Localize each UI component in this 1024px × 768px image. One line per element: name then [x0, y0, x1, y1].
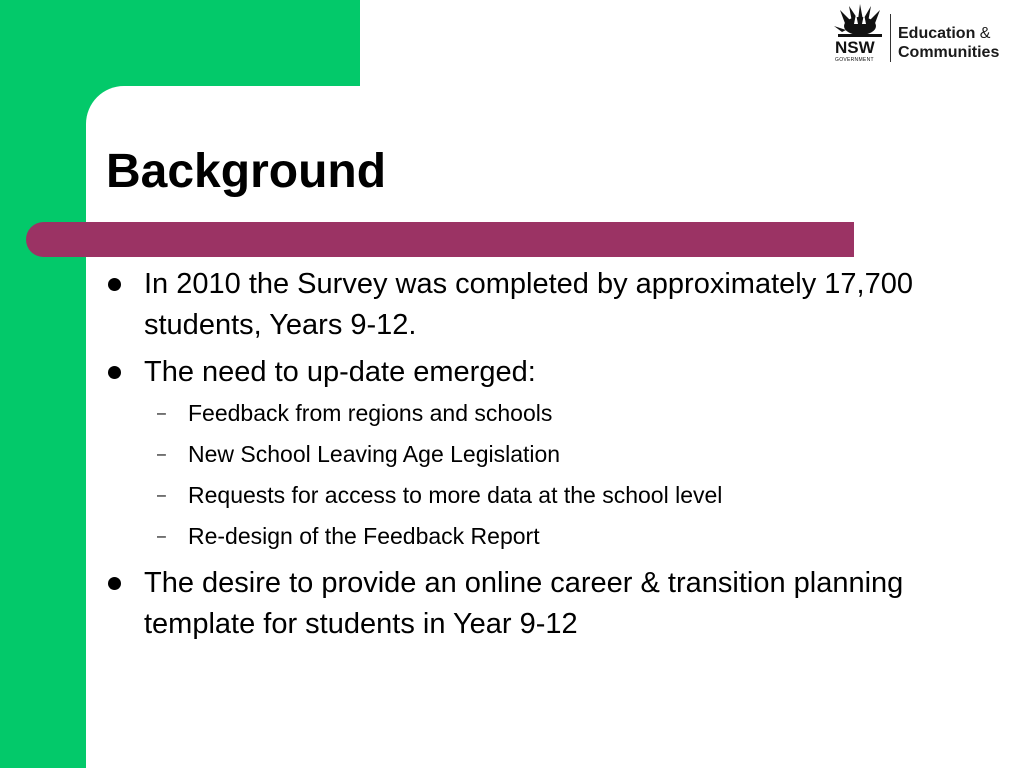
- bullet-item: [104, 563, 984, 645]
- dash-icon: –: [157, 446, 166, 463]
- sub-bullet-item: [104, 434, 984, 475]
- government-label: GOVERNMENT: [835, 57, 874, 63]
- slide-content: [104, 264, 984, 645]
- dash-icon: –: [157, 487, 166, 504]
- title-accent-bar: [26, 222, 854, 257]
- sub-bullet-text: Re-design of the Feedback Report: [188, 523, 540, 549]
- dash-icon: –: [157, 528, 166, 545]
- logo-divider: [890, 14, 891, 62]
- logo-communities-text: Communities: [898, 44, 1000, 61]
- bullet-text: The desire to provide an online career & transition planning template for students in Year 9-12: [144, 567, 904, 640]
- nsw-wordmark: NSW: [835, 38, 875, 57]
- bullet-dot-icon: [108, 577, 121, 590]
- logo-education-line: [898, 25, 990, 43]
- bullet-item: [104, 264, 984, 346]
- logo-ampersand: &: [979, 25, 991, 42]
- sub-bullet-item: [104, 475, 984, 516]
- waratah-icon: [832, 4, 888, 42]
- logo-education-text: Education: [898, 25, 976, 42]
- nsw-education-logo: [832, 4, 1024, 66]
- bullet-text: In 2010 the Survey was completed by approximately 17,700 students, Years 9-12.: [144, 268, 913, 341]
- slide-title: Background: [106, 145, 387, 198]
- bullet-dot-icon: [108, 278, 121, 291]
- bullet-item: [104, 352, 984, 393]
- bullet-text: The need to up-date emerged:: [144, 356, 536, 388]
- sub-bullet-item: [104, 516, 984, 557]
- sub-bullet-item: [104, 393, 984, 434]
- sub-bullet-text: New School Leaving Age Legislation: [188, 441, 561, 467]
- sub-bullet-text: Feedback from regions and schools: [188, 400, 553, 426]
- sub-bullet-list: [104, 393, 984, 557]
- dash-icon: –: [157, 405, 166, 422]
- bullet-dot-icon: [108, 366, 121, 379]
- sub-bullet-text: Requests for access to more data at the school level: [188, 482, 723, 508]
